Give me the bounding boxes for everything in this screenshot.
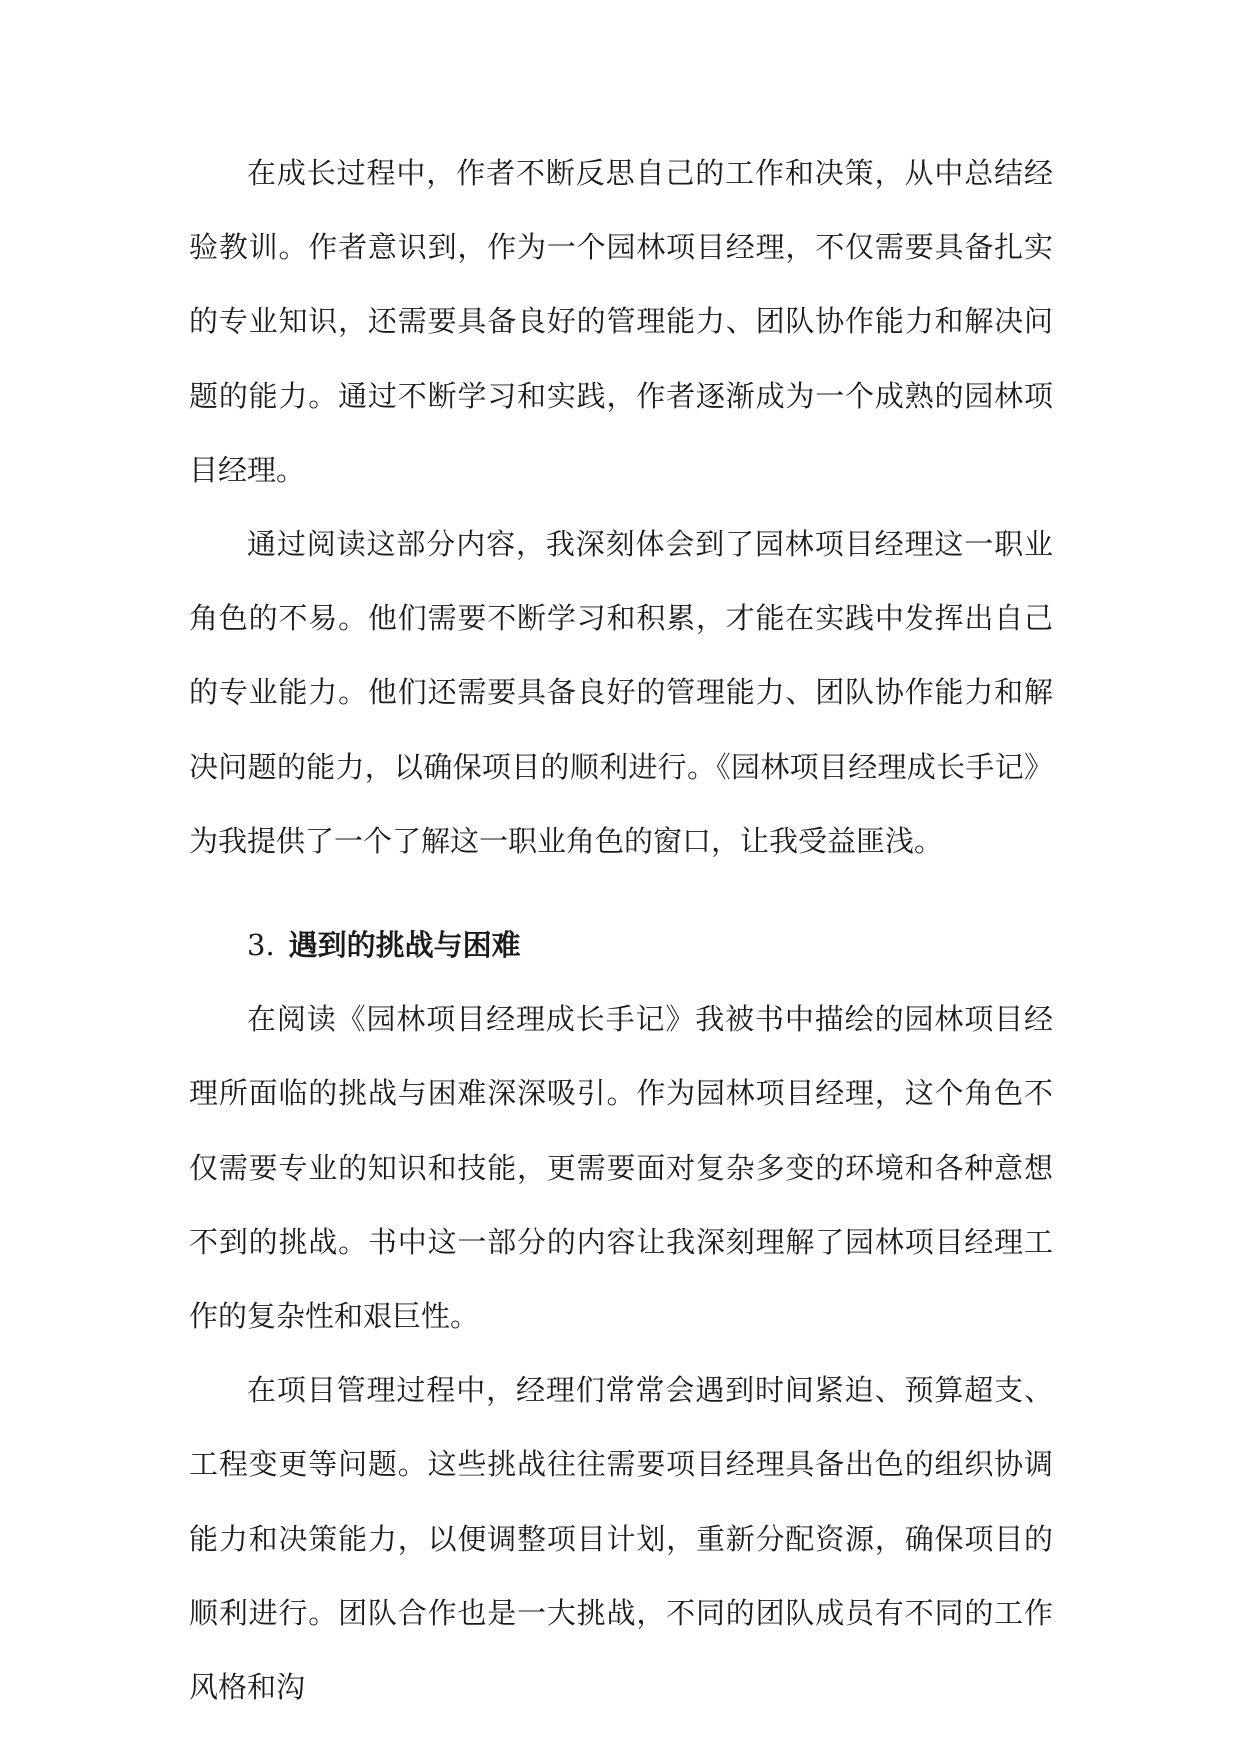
paragraph-insight: 通过阅读这部分内容，我深刻体会到了园林项目经理这一职业角色的不易。他们需要不断学习和积累，才能在实践中发挥出自己的专业能力。他们还需要具备良好的管理能力、团队协作能力和解决问题的能力，以确保项目的顺利进行。《园林项目经理成长手记》为我提供了一个了解这一职业角色的窗口，让我受益匪浅。 (189, 527, 1053, 858)
paragraph-challenges-intro: 在阅读《园林项目经理成长手记》我被书中描绘的园林项目经理所面临的挑战与困难深深吸引。作为园林项目经理，这个角色不仅需要专业的知识和技能，更需要面对复杂多变的环境和各种意想不到的挑战。书中这一部分的内容让我深刻理解了园林项目经理工作的复杂性和艰巨性。 (189, 1002, 1053, 1334)
section-heading (189, 908, 1053, 982)
paragraph-project-management: 在项目管理过程中，经理们常常会遇到时间紧迫、预算超支、工程变更等问题。这些挑战往往需要项目经理具备出色的组织协调能力和决策能力，以便调整项目计划，重新分配资源，确保项目的顺利进行。团队合作也是一大挑战，不同的团队成员有不同的工作风格和沟 (189, 1373, 1053, 1705)
section-number: 3. (247, 928, 275, 963)
section-title: 遇到的挑战与困难 (288, 928, 521, 963)
document-body (189, 136, 1053, 1724)
section-spacer (189, 878, 1053, 908)
paragraph-reflection: 在成长过程中，作者不断反思自己的工作和决策，从中总结经验教训。作者意识到，作为一个园林项目经理，不仅需要具备扎实的专业知识，还需要具备良好的管理能力、团队协作能力和解决问题的能力。通过不断学习和实践，作者逐渐成为一个成熟的园林项目经理。 (189, 156, 1053, 487)
